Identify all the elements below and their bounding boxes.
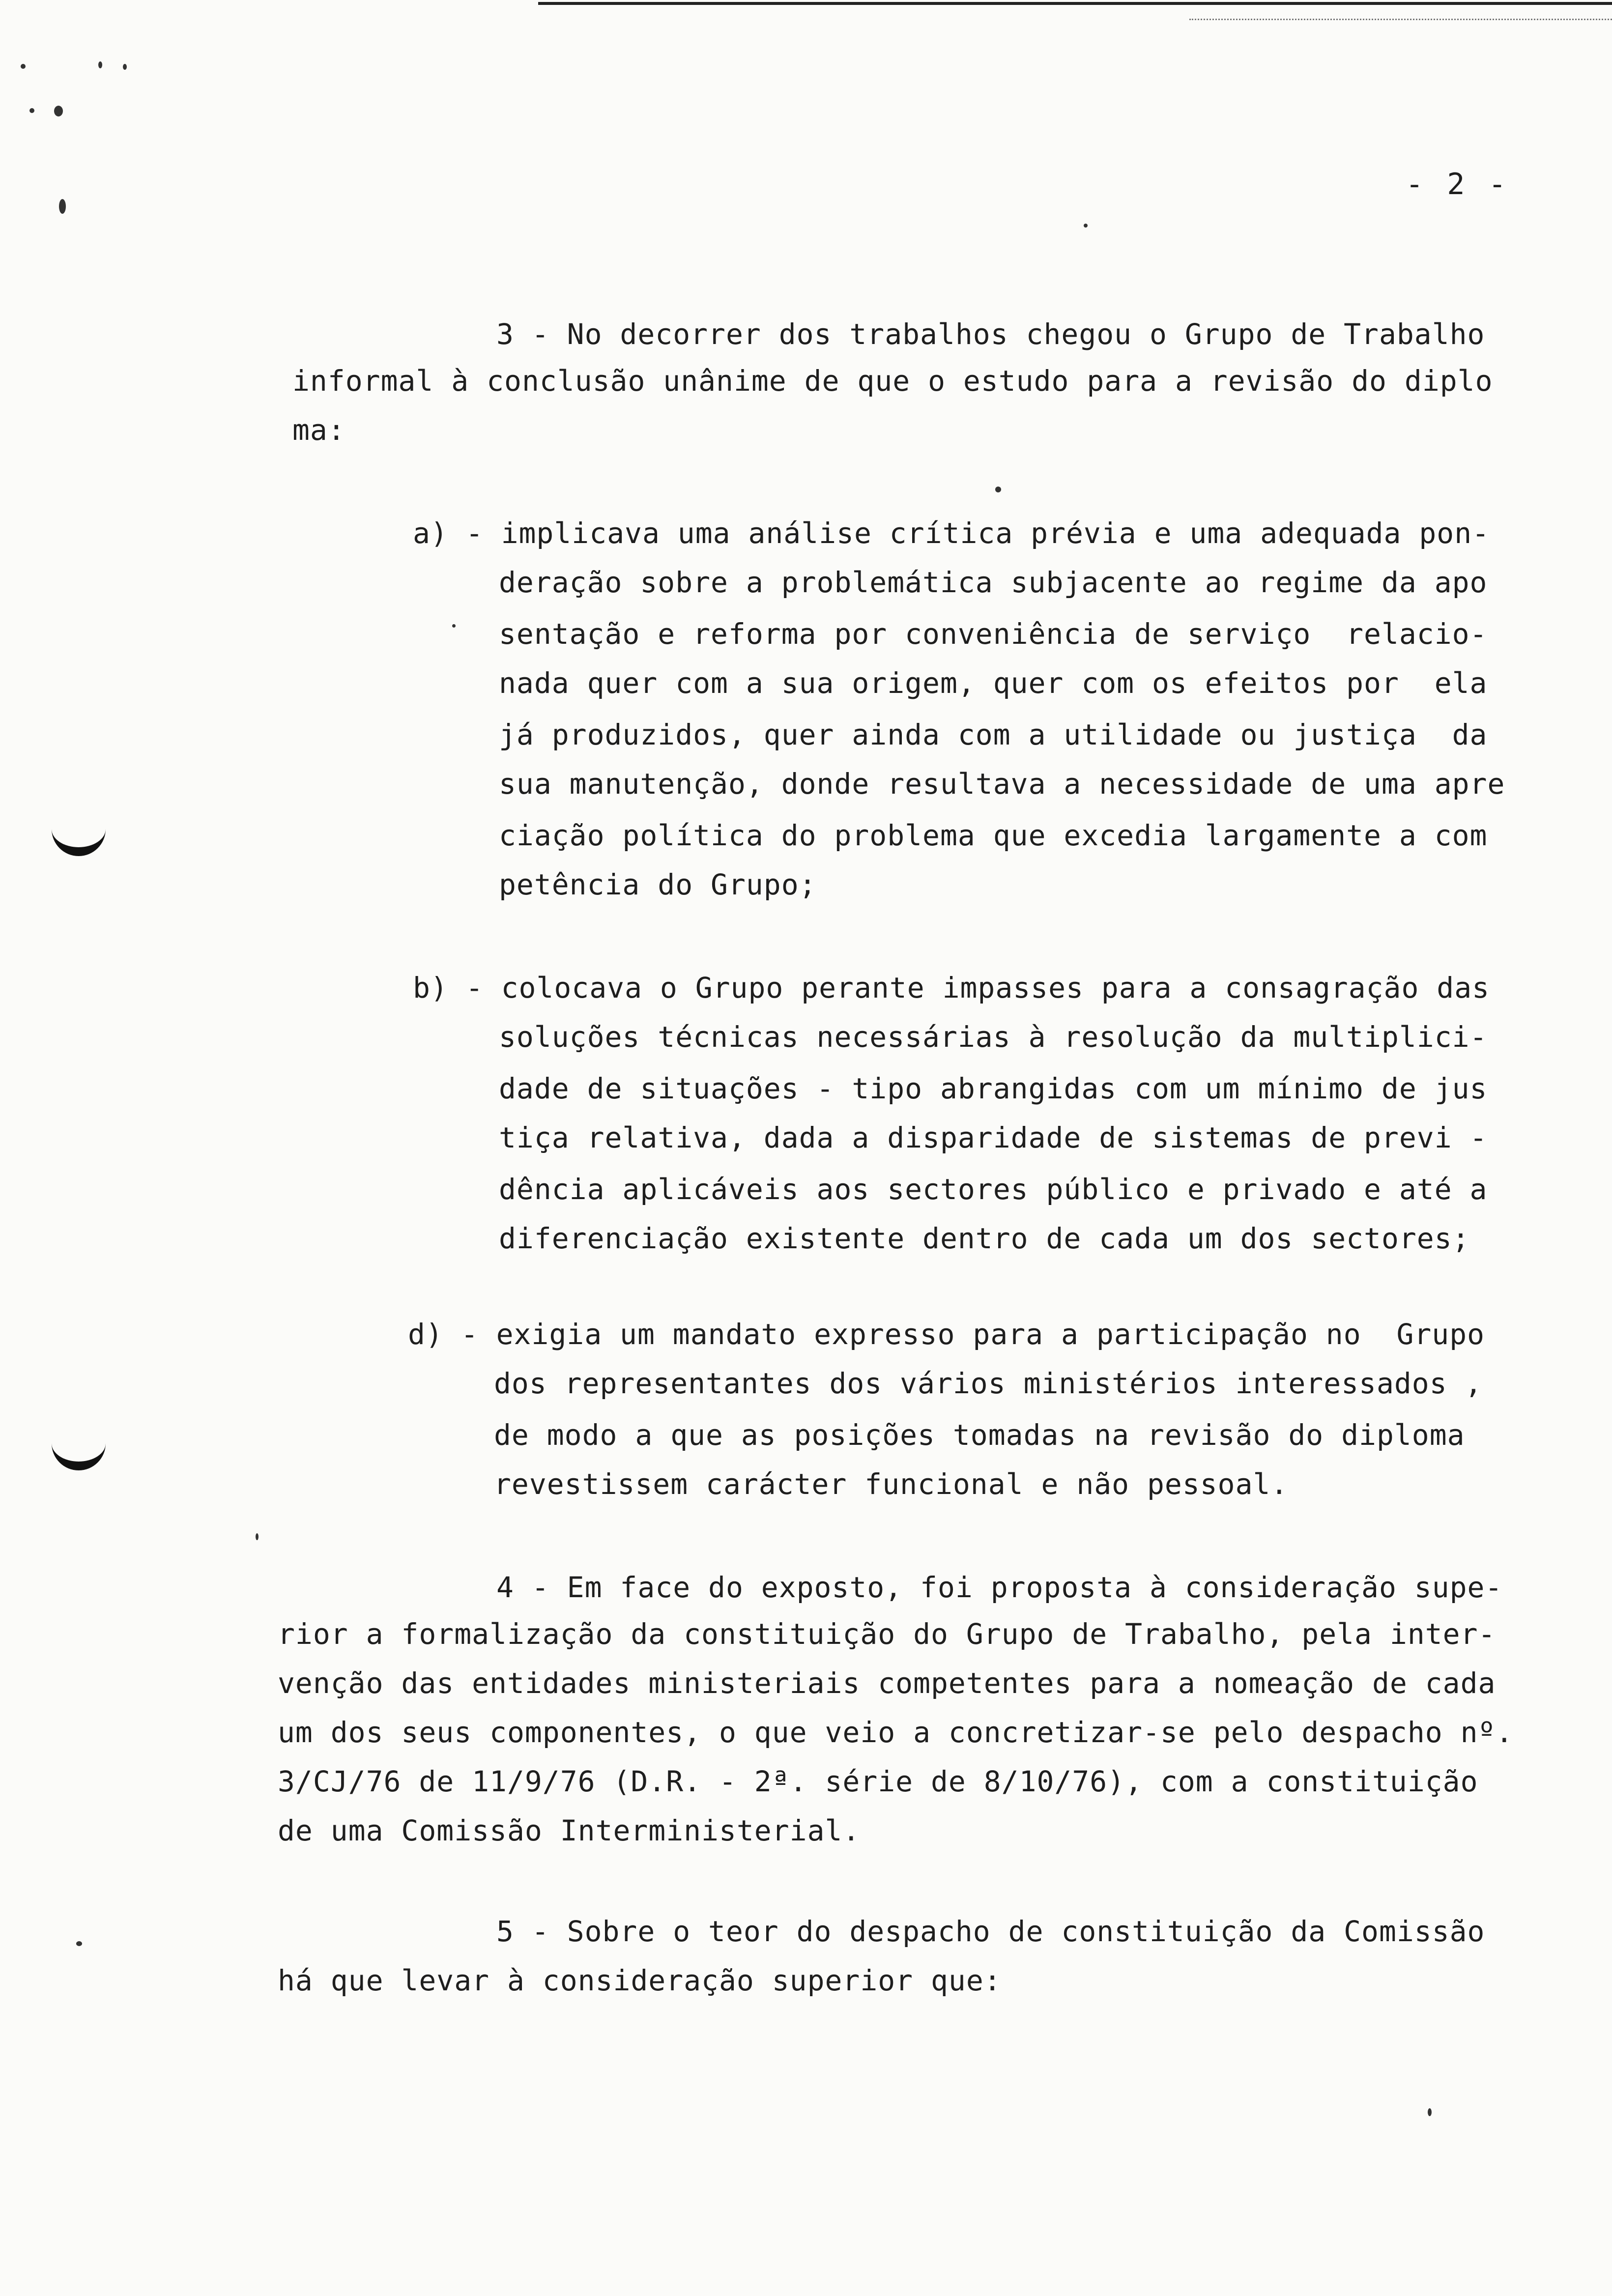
paragraph-3-line-1: 3 - No decorrer dos trabalhos chegou o Grupo de Trabalho	[496, 317, 1485, 351]
paragraph-5-line-1: 5 - Sobre o teor do despacho de constituição da Comissão	[496, 1915, 1485, 1948]
scan-speck	[29, 108, 34, 113]
scan-speck	[256, 1533, 259, 1540]
item-d-line-3: de modo a que as posições tomadas na revisão do diploma	[494, 1418, 1465, 1452]
paragraph-4-line-2: rior a formalização da constituição do Grupo de Trabalho, pela inter-	[278, 1617, 1496, 1651]
item-d-line-4: revestissem carácter funcional e não pessoal.	[494, 1467, 1289, 1501]
scan-speck	[1084, 224, 1088, 228]
item-b-line-2: soluções técnicas necessárias à resolução da multiplici-	[499, 1020, 1488, 1054]
item-a-line-4: nada quer com a sua origem, quer com os efeitos por ela	[499, 666, 1488, 700]
paragraph-3-line-3: ma:	[292, 413, 345, 447]
item-a-line-7: ciação política do problema que excedia largamente a com	[499, 819, 1488, 852]
page-number: - 2 -	[1406, 167, 1509, 201]
item-d-line-1: d) - exigia um mandato expresso para a participação no Grupo	[408, 1318, 1485, 1351]
paragraph-4-line-4: um dos seus componentes, o que veio a concretizar-se pelo despacho nº.	[278, 1716, 1514, 1749]
paragraph-5-line-2: há que levar à consideração superior que:	[278, 1964, 1002, 1997]
paragraph-4-line-3: venção das entidades ministeriais competentes para a nomeação de cada	[278, 1666, 1496, 1700]
paragraph-4-line-5: 3/CJ/76 de 11/9/76 (D.R. - 2ª. série de 8/10/76), com a constituição	[278, 1765, 1478, 1798]
scan-speck	[98, 61, 102, 68]
item-b-line-6: diferenciação existente dentro de cada um dos sectores;	[499, 1222, 1470, 1255]
paragraph-3-line-2: informal à conclusão unânime de que o estudo para a revisão do diplo	[292, 364, 1493, 398]
scan-speck	[59, 199, 66, 214]
top-rule	[538, 2, 1612, 5]
item-b-line-4: tiça relativa, dada a disparidade de sistemas de previ -	[499, 1121, 1488, 1154]
paragraph-4-line-1: 4 - Em face do exposto, foi proposta à consideração supe-	[496, 1571, 1503, 1604]
item-a-line-2: deração sobre a problemática subjacente ao regime da apo	[499, 566, 1488, 599]
item-a-line-3: sentação e reforma por conveniência de serviço relacio-	[499, 617, 1488, 651]
scan-speck	[995, 487, 1001, 492]
paragraph-4-line-6: de uma Comissão Interministerial.	[278, 1814, 861, 1847]
item-a-line-6: sua manutenção, donde resultava a necessidade de uma apre	[499, 767, 1505, 801]
scan-speck	[452, 624, 456, 628]
scan-speck	[21, 64, 26, 69]
scan-speck	[123, 64, 127, 70]
scan-speck	[1428, 2108, 1432, 2116]
item-a-line-1: a) - implicava uma análise crítica prévia e uma adequada pon-	[413, 517, 1490, 550]
punch-hole-mark	[52, 1440, 106, 1470]
scan-speck	[76, 1941, 82, 1946]
item-b-line-1: b) - colocava o Grupo perante impasses para a consagração das	[413, 971, 1490, 1004]
top-rule-faint	[1189, 19, 1612, 20]
item-b-line-3: dade de situações - tipo abrangidas com um mínimo de jus	[499, 1072, 1488, 1105]
item-a-line-8: petência do Grupo;	[499, 868, 817, 901]
punch-hole-mark	[52, 826, 106, 856]
item-a-line-5: já produzidos, quer ainda com a utilidade ou justiça da	[499, 718, 1488, 751]
item-b-line-5: dência aplicáveis aos sectores público e privado e até a	[499, 1173, 1488, 1206]
scan-speck	[54, 106, 63, 116]
item-d-line-2: dos representantes dos vários ministérios interessados ,	[494, 1367, 1483, 1400]
